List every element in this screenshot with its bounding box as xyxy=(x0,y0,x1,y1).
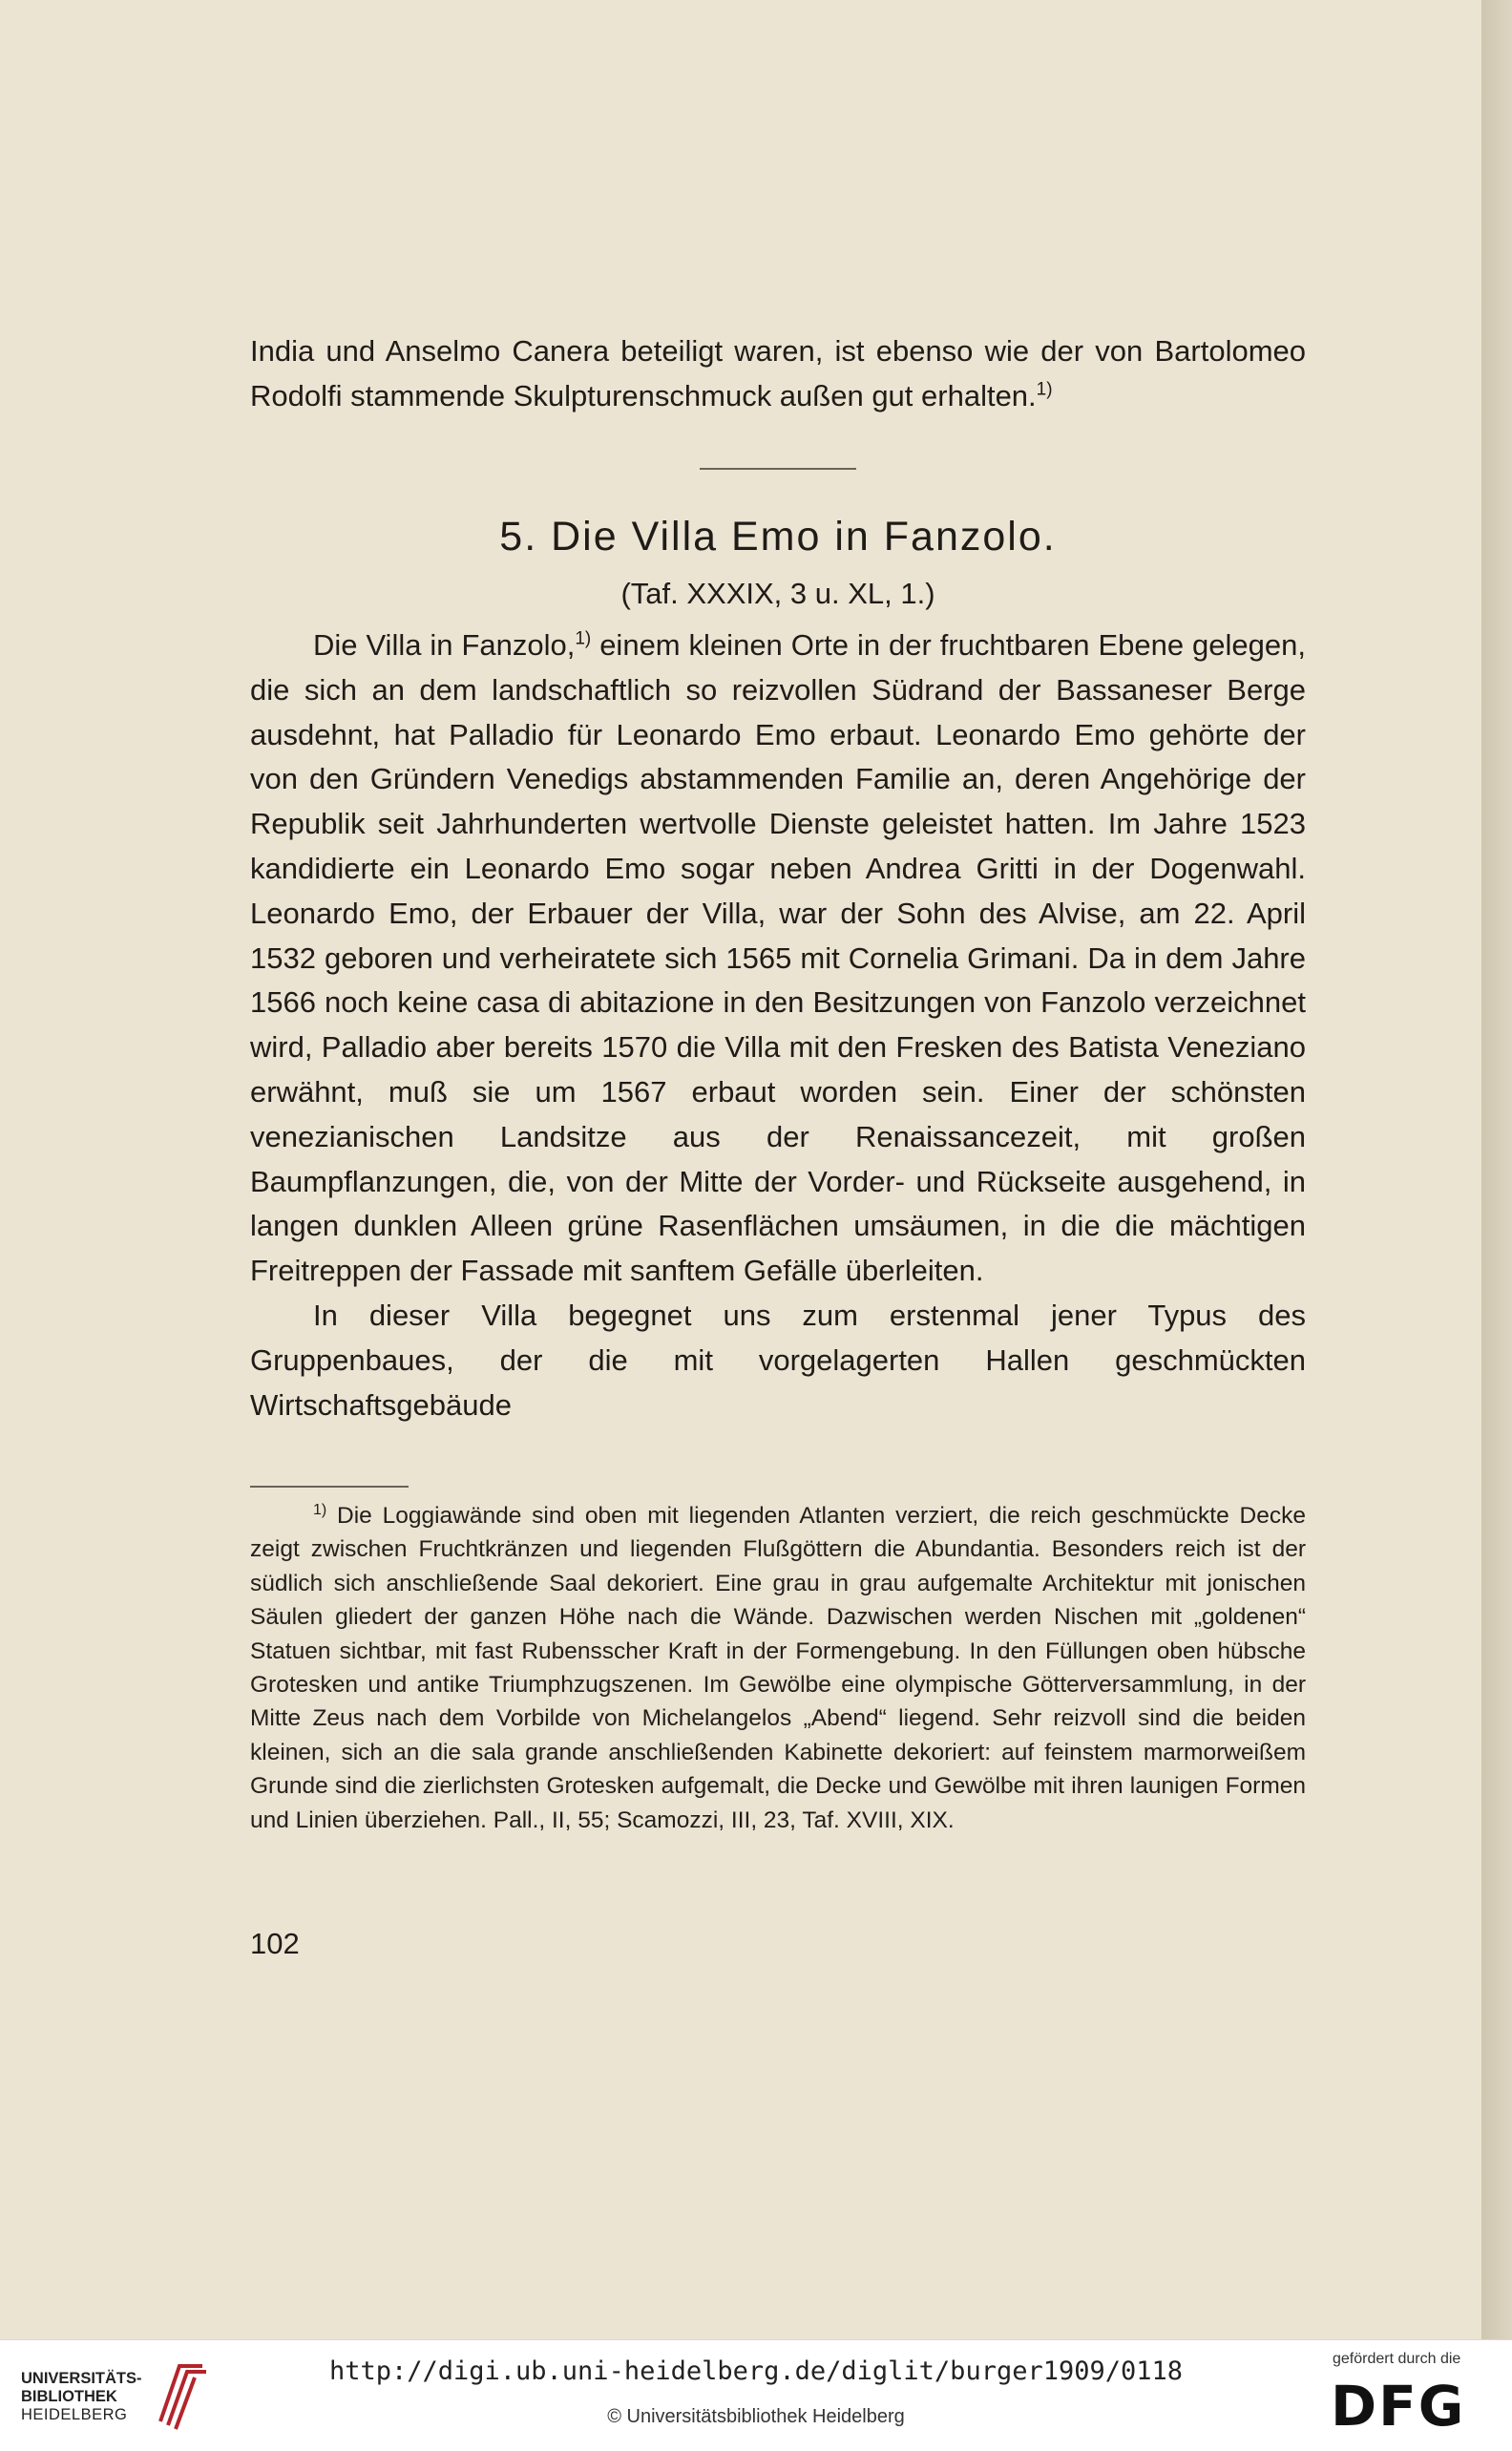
footnote-text: Die Loggiawände sind oben mit liegenden Atlanten verziert, die reich geschmückte Decke zeigt zwischen Fruchtkränzen und liegenden Flußgöttern die Abundantia. Besonders reich ist der südlich sich anschließende Saal dekoriert. Eine grau in grau aufgemalte Architektur mit jonischen Säulen gliedert der ganzen Höhe nach die Wände. Dazwischen werden Nischen mit „goldenen“ Statuen sichtbar, mit fast Rubensscher Kraft in der Formengebung. In den Füllungen oben hübsche Grotesken und antike Triumphzugszenen. Im Gewölbe eine olympische Götterversammlung, in der Mitte Zeus nach dem Vorbilde von Michelangelos „Abend“ liegend. Sehr reizvoll sind die beiden kleinen, sich an die sala grande anschließenden Kabinette dekoriert: auf feinstem marmorweißem Grunde sind die zierlichsten Grotesken aufgemalt, die Decke und Gewölbe mit ihren launigen Formen und Linien überziehen. Pall., II, 55; Scamozzi, III, 23, Taf. XVIII, XIX. xyxy=(250,1503,1306,1833)
paragraph xyxy=(250,1294,1306,1427)
page-edge xyxy=(1481,0,1512,2339)
permalink-url[interactable]: http://digi.ub.uni-heidelberg.de/diglit/burger1909/0118 xyxy=(328,2356,1184,2386)
library-name-line: BIBLIOTHEK xyxy=(21,2388,117,2405)
copyright-notice: © Universitätsbibliothek Heidelberg xyxy=(607,2406,905,2427)
continuation-paragraph xyxy=(250,329,1306,419)
chapter-title: 5. Die Villa Emo in Fanzolo. xyxy=(499,514,1057,560)
library-name-line: HEIDELBERG xyxy=(21,2406,128,2423)
section-divider xyxy=(700,468,856,470)
funding-caption: gefördert durch die xyxy=(1333,2351,1461,2367)
plate-reference: (Taf. XXXIX, 3 u. XL, 1.) xyxy=(620,577,935,610)
footnote-reference: 1) xyxy=(575,628,592,649)
main-text xyxy=(250,623,1306,1427)
paragraph-body: einem kleinen Orte in der fruchtbaren Ebene gelegen, die sich an dem landschaftlich so reizvollen Südrand der Bassaneser Berge ausdehnt, hat Palladio für Leonardo Emo erbaut. Leonardo Emo gehörte der von den Gründern Venedigs abstammenden Familie an, deren Angehörige der Republik seit Jahrhunderten wertvolle Dienste geleistet hatten. Im Jahre 1523 kandidierte ein Leonardo Emo sogar neben Andrea Gritti in der Dogenwahl. Leonardo Emo, der Erbauer der Villa, war der Sohn des Alvise, am 22. April 1532 geboren und verheiratete sich 1565 mit Cornelia Grimani. Da in dem Jahre 1566 noch keine casa di abitazione in den Besitzungen von Fanzolo verzeichnet wird, Palladio aber bereits 1570 die Villa mit den Fresken des Batista Veneziano erwähnt, muß sie um 1567 erbaut worden sein. Einer der schönsten venezianischen Landsitze aus der Renaissancezeit, mit großen Baumpflanzungen, die, von der Mitte der Vorder- und Rückseite ausgehend, in langen dunklen Alleen grüne Rasenflächen umsäumen, in die die mächtigen Freitreppen der Fassade mit sanftem Gefälle überleiten. xyxy=(250,628,1306,1288)
paragraph-body: In dieser Villa begegnet uns zum erstenmal jener Typus des Gruppenbaues, der die mit vorgelagerten Hallen geschmückten Wirtschaftsgebäude xyxy=(250,1298,1306,1422)
footnote xyxy=(250,1499,1306,1837)
footnote-reference: 1) xyxy=(1036,379,1053,400)
page-number: 102 xyxy=(250,1927,300,1960)
continuation-text: India und Anselmo Canera beteiligt waren, ist ebenso wie der von Bartolomeo Rodolfi stammende Skulpturenschmuck außen gut erhalten. xyxy=(250,334,1306,412)
dfg-logo[interactable]: DFG xyxy=(1331,2374,1466,2439)
footnote-mark: 1) xyxy=(313,1501,327,1518)
footnote-divider xyxy=(250,1486,409,1488)
paragraph xyxy=(250,623,1306,1294)
library-name-line: UNIVERSITÄTS- xyxy=(21,2370,142,2387)
paragraph-lead: Die Villa in Fanzolo, xyxy=(313,628,576,662)
